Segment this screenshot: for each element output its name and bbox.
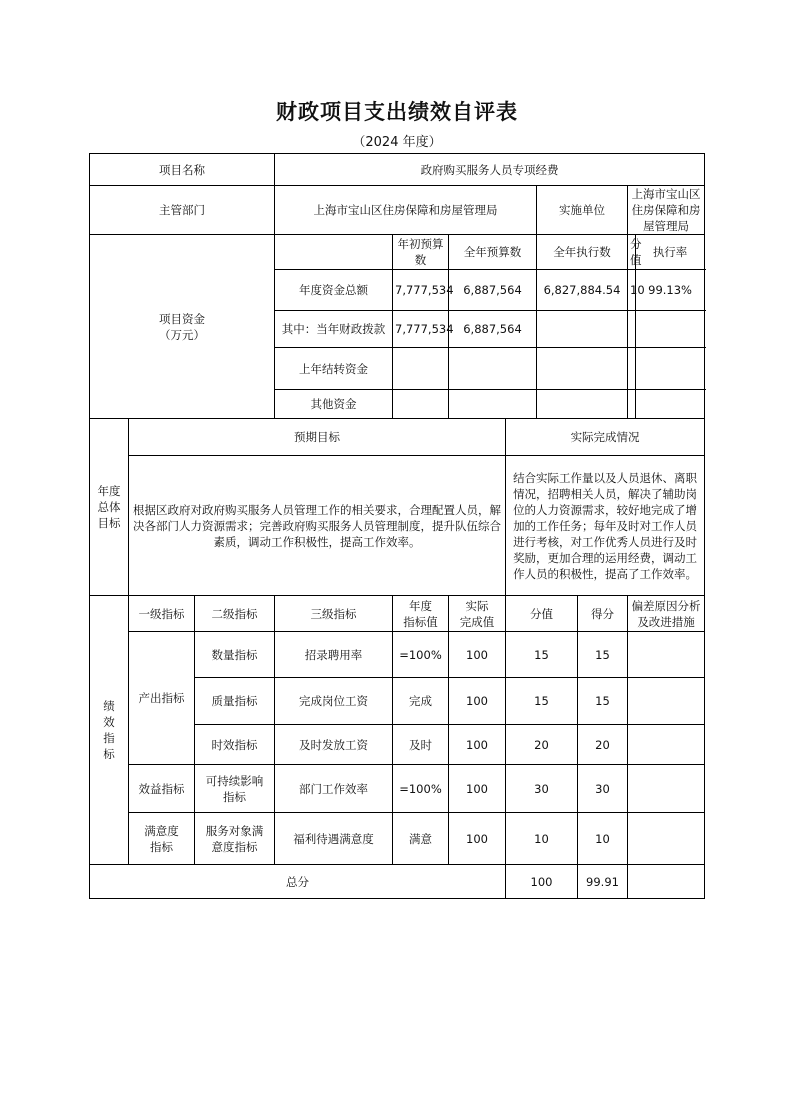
project-name-row — [90, 154, 705, 186]
indicator-score-value: 20 — [506, 725, 578, 765]
funds-full — [449, 348, 537, 390]
funds-initial: 7,777,534 — [393, 311, 449, 348]
actual-completion-text: 结合实际工作量以及人员退休、离职情况，招聘相关人员，解决了辅助岗位的人力资源需求，较好地完成了增加的工作任务；每年及时对工作人员进行考核，对工作优秀人员进行及时奖励，更加合理的运用经费，调动工作人员的积极性，提高了工作效率。 — [506, 456, 705, 596]
funds-score-value — [628, 390, 636, 419]
funds-rate — [636, 311, 705, 348]
indicator-analysis — [628, 632, 705, 678]
header-actual-value: 实际 完成值 — [449, 596, 506, 632]
actual-completion-header: 实际完成情况 — [506, 419, 705, 456]
funds-label: 项目资金 （万元） — [90, 235, 275, 419]
funds-row-label: 上年结转资金 — [275, 348, 393, 390]
header-deviation-analysis: 偏差原因分析 及改进措施 — [628, 596, 705, 632]
satisfaction-indicator-label: 满意度 指标 — [129, 813, 195, 865]
funds-header-row — [90, 235, 705, 270]
indicator-annual: =100% — [393, 632, 449, 678]
total-score: 99.91 — [578, 865, 628, 899]
funds-rate — [636, 390, 705, 419]
header-annual-value: 年度 指标值 — [393, 596, 449, 632]
page-title: 财政项目支出绩效自评表 — [276, 100, 518, 124]
indicator-level2: 数量指标 — [195, 632, 275, 678]
header-level1: 一级指标 — [129, 596, 195, 632]
col-exec-rate: 执行率 — [636, 235, 705, 270]
funds-score-value — [628, 311, 636, 348]
funds-executed — [537, 348, 628, 390]
indicator-annual: 完成 — [393, 678, 449, 725]
funds-rate — [636, 348, 705, 390]
indicator-score: 10 — [578, 813, 628, 865]
goals-content-row — [90, 456, 705, 596]
indicator-actual: 100 — [449, 725, 506, 765]
expected-goal-header: 预期目标 — [129, 419, 506, 456]
header-level3: 三级指标 — [275, 596, 393, 632]
indicator-score: 30 — [578, 765, 628, 813]
department-value: 上海市宝山区住房保障和房屋管理局 — [275, 186, 537, 235]
indicator-score-value: 15 — [506, 632, 578, 678]
indicator-header-row — [90, 596, 705, 632]
indicator-actual: 100 — [449, 632, 506, 678]
header-level2: 二级指标 — [195, 596, 275, 632]
annual-goal-label: 年度 总体 目标 — [90, 419, 129, 596]
performance-indicator-label: 绩 效 指 标 — [90, 596, 129, 865]
col-full-budget: 全年预算数 — [449, 235, 537, 270]
indicator-score: 20 — [578, 725, 628, 765]
indicator-analysis — [628, 765, 705, 813]
header-score-value: 分值 — [506, 596, 578, 632]
indicator-level3: 部门工作效率 — [275, 765, 393, 813]
indicator-score-value: 30 — [506, 765, 578, 813]
expected-goal-text: 根据区政府对政府购买服务人员管理工作的相关要求，合理配置人员，解决各部门人力资源需求；完善政府购买服务人员管理制度，提升队伍综合素质，调动工作积极性，提高工作效率。 — [129, 456, 506, 596]
funds-full: 6,887,564 — [449, 270, 537, 311]
indicator-annual: 及时 — [393, 725, 449, 765]
total-score-value: 100 — [506, 865, 578, 899]
indicator-score: 15 — [578, 678, 628, 725]
indicator-actual: 100 — [449, 813, 506, 865]
indicator-actual: 100 — [449, 678, 506, 725]
department-row — [90, 186, 705, 235]
project-name-label: 项目名称 — [90, 154, 275, 186]
indicator-score-value: 10 — [506, 813, 578, 865]
funds-full — [449, 390, 537, 419]
funds-row-label: 其他资金 — [275, 390, 393, 419]
col-initial-budget: 年初预算数 — [393, 235, 449, 270]
header-score: 得分 — [578, 596, 628, 632]
funds-initial — [393, 348, 449, 390]
indicator-analysis — [628, 678, 705, 725]
indicator-score-value: 15 — [506, 678, 578, 725]
goals-header-row — [90, 419, 705, 456]
total-analysis — [628, 865, 705, 899]
impl-unit-label: 实施单位 — [537, 186, 628, 235]
funds-executed — [537, 311, 628, 348]
indicator-level3: 完成岗位工资 — [275, 678, 393, 725]
funds-initial — [393, 390, 449, 419]
funds-score-value: 10 — [628, 270, 636, 311]
indicator-analysis — [628, 725, 705, 765]
indicator-score: 15 — [578, 632, 628, 678]
indicator-row — [90, 765, 705, 813]
department-label: 主管部门 — [90, 186, 275, 235]
col-executed: 全年执行数 — [537, 235, 628, 270]
funds-rate: 99.13% — [636, 270, 705, 311]
indicator-row — [90, 632, 705, 678]
report-year: （2024 年度） — [352, 135, 442, 150]
funds-score-value — [628, 348, 636, 390]
indicator-annual: =100% — [393, 765, 449, 813]
indicator-level3: 及时发放工资 — [275, 725, 393, 765]
funds-row-label: 年度资金总额 — [275, 270, 393, 311]
funds-executed: 6,827,884.54 — [537, 270, 628, 311]
indicator-level3: 招录聘用率 — [275, 632, 393, 678]
total-label: 总分 — [90, 865, 506, 899]
total-row — [90, 865, 705, 899]
indicator-annual: 满意 — [393, 813, 449, 865]
output-indicator-label: 产出指标 — [129, 632, 195, 765]
benefit-indicator-label: 效益指标 — [129, 765, 195, 813]
col-score-value: 分值 — [628, 235, 636, 270]
self-evaluation-table — [89, 153, 705, 899]
impl-unit-value: 上海市宝山区住房保障和房屋管理局 — [628, 186, 705, 235]
funds-row-label: 其中：当年财政拨款 — [275, 311, 393, 348]
indicator-level2: 可持续影响 指标 — [195, 765, 275, 813]
project-name-value: 政府购买服务人员专项经费 — [275, 154, 705, 186]
indicator-level2: 服务对象满 意度指标 — [195, 813, 275, 865]
funds-executed — [537, 390, 628, 419]
funds-initial: 7,777,534 — [393, 270, 449, 311]
indicator-actual: 100 — [449, 765, 506, 813]
funds-full: 6,887,564 — [449, 311, 537, 348]
funds-header-blank — [275, 235, 393, 270]
indicator-level3: 福利待遇满意度 — [275, 813, 393, 865]
indicator-analysis — [628, 813, 705, 865]
indicator-level2: 时效指标 — [195, 725, 275, 765]
indicator-row — [90, 813, 705, 865]
indicator-level2: 质量指标 — [195, 678, 275, 725]
